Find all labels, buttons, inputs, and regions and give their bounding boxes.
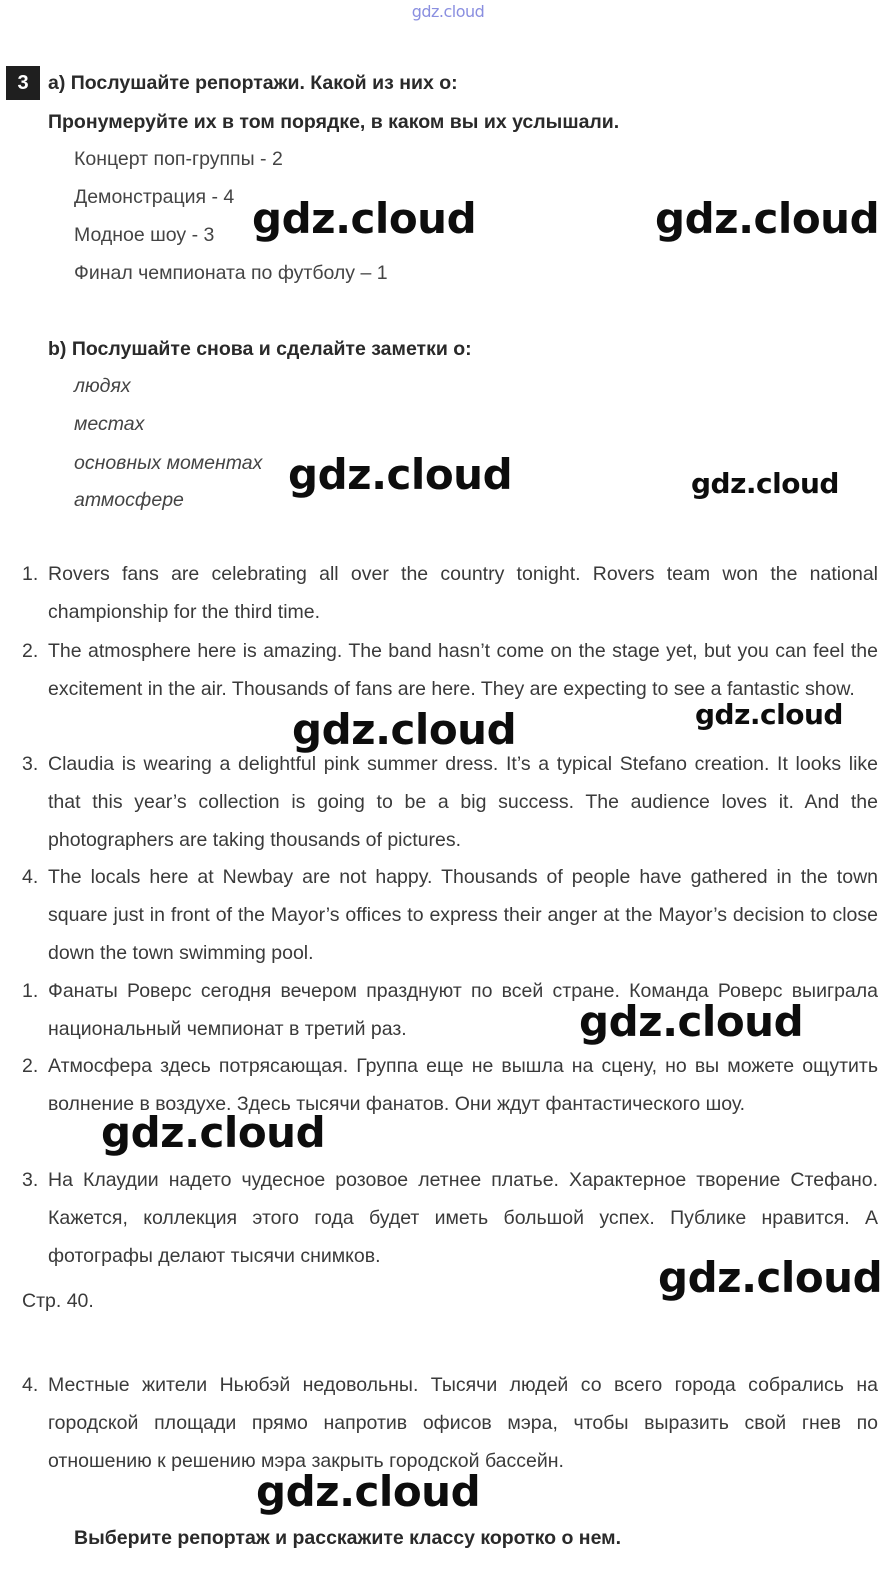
russian-translation-4 (22, 1367, 878, 1480)
item-number: 3. (22, 753, 39, 775)
task-number-badge: 3 (6, 66, 40, 100)
item-number: 3. (22, 1169, 39, 1191)
item-text: Местные жители Ньюбэй недовольны. Тысячи людей со всего города собрались на городской площади прямо напротив офисов мэра, чтобы выразить свой гнев по отношению к решению мэра закрыть городской бассейн. (48, 1374, 878, 1472)
item-text: Rovers fans are celebrating all over the country tonight. Rovers team won the national championship for the third time. (48, 563, 878, 623)
watermark: gdz.cloud (658, 1253, 883, 1302)
item-number: 1. (22, 563, 39, 585)
watermark: gdz.cloud (256, 1467, 481, 1516)
watermark: gdz.cloud (695, 698, 843, 731)
item-text: Фанаты Роверс сегодня вечером празднуют по всей стране. Команда Роверс выиграла национальный чемпионат в третий раз. (48, 980, 878, 1040)
item-text: The locals here at Newbay are not happy. Thousands of people have gathered in the town square just in front of the Mayor’s offices to express their anger at the Mayor’s decision to close down the town swimming pool. (48, 866, 878, 964)
part-a-subheading: Пронумеруйте их в том порядке, в каком вы их услышали. (48, 111, 620, 133)
part-a-item: Модное шоу - 3 (74, 224, 215, 246)
item-number: 1. (22, 980, 39, 1002)
part-a-item: Демонстрация - 4 (74, 186, 235, 208)
item-text: На Клаудии надето чудесное розовое летнее платье. Характерное творение Стефано. Кажется, коллекция этого года будет иметь большой успех. Публике нравится. А фотографы делают тысячи снимков. (48, 1169, 878, 1267)
part-b-item: людях (74, 375, 131, 397)
part-b-item: местах (74, 413, 145, 435)
watermark: gdz.cloud (252, 194, 477, 243)
watermark: gdz.cloud (691, 467, 839, 500)
watermark: gdz.cloud (292, 705, 517, 754)
watermark: gdz.cloud (288, 450, 513, 499)
item-number: 4. (22, 1374, 39, 1396)
part-b-heading: b) Послушайте снова и сделайте заметки о: (48, 338, 472, 360)
english-transcript-3 (22, 746, 878, 859)
part-a-item: Финал чемпионата по футболу – 1 (74, 262, 388, 284)
item-text: The atmosphere here is amazing. The band hasn’t come on the stage yet, but you can feel the excitement in the air. Thousands of fans are here. They are expecting to see a fantastic show. (48, 640, 878, 700)
part-b-item: основных моментах (74, 452, 263, 474)
item-number: 4. (22, 866, 39, 888)
header-watermark: gdz.cloud (411, 2, 485, 21)
part-a-item: Концерт поп-группы - 2 (74, 148, 283, 170)
watermark: gdz.cloud (101, 1108, 326, 1157)
page-reference: Стр. 40. (22, 1290, 94, 1312)
item-number: 2. (22, 1055, 39, 1077)
final-instruction: Выберите репортаж и расскажите классу коротко о нем. (74, 1527, 622, 1549)
item-text: Атмосфера здесь потрясающая. Группа еще не вышла на сцену, но вы можете ощутить волнение в воздухе. Здесь тысячи фанатов. Они ждут фантастического шоу. (48, 1055, 878, 1115)
watermark: gdz.cloud (579, 997, 804, 1046)
english-transcript-1 (22, 556, 878, 632)
part-a-heading: a) Послушайте репортажи. Какой из них о: (48, 72, 458, 94)
part-b-item: атмосфере (74, 489, 184, 511)
english-transcript-4 (22, 859, 878, 972)
item-number: 2. (22, 640, 39, 662)
watermark: gdz.cloud (655, 194, 880, 243)
item-text: Claudia is wearing a delightful pink summer dress. It’s a typical Stefano creation. It looks like that this year’s collection is going to be a big success. The audience loves it. And the photographers are taking thousands of pictures. (48, 753, 878, 851)
